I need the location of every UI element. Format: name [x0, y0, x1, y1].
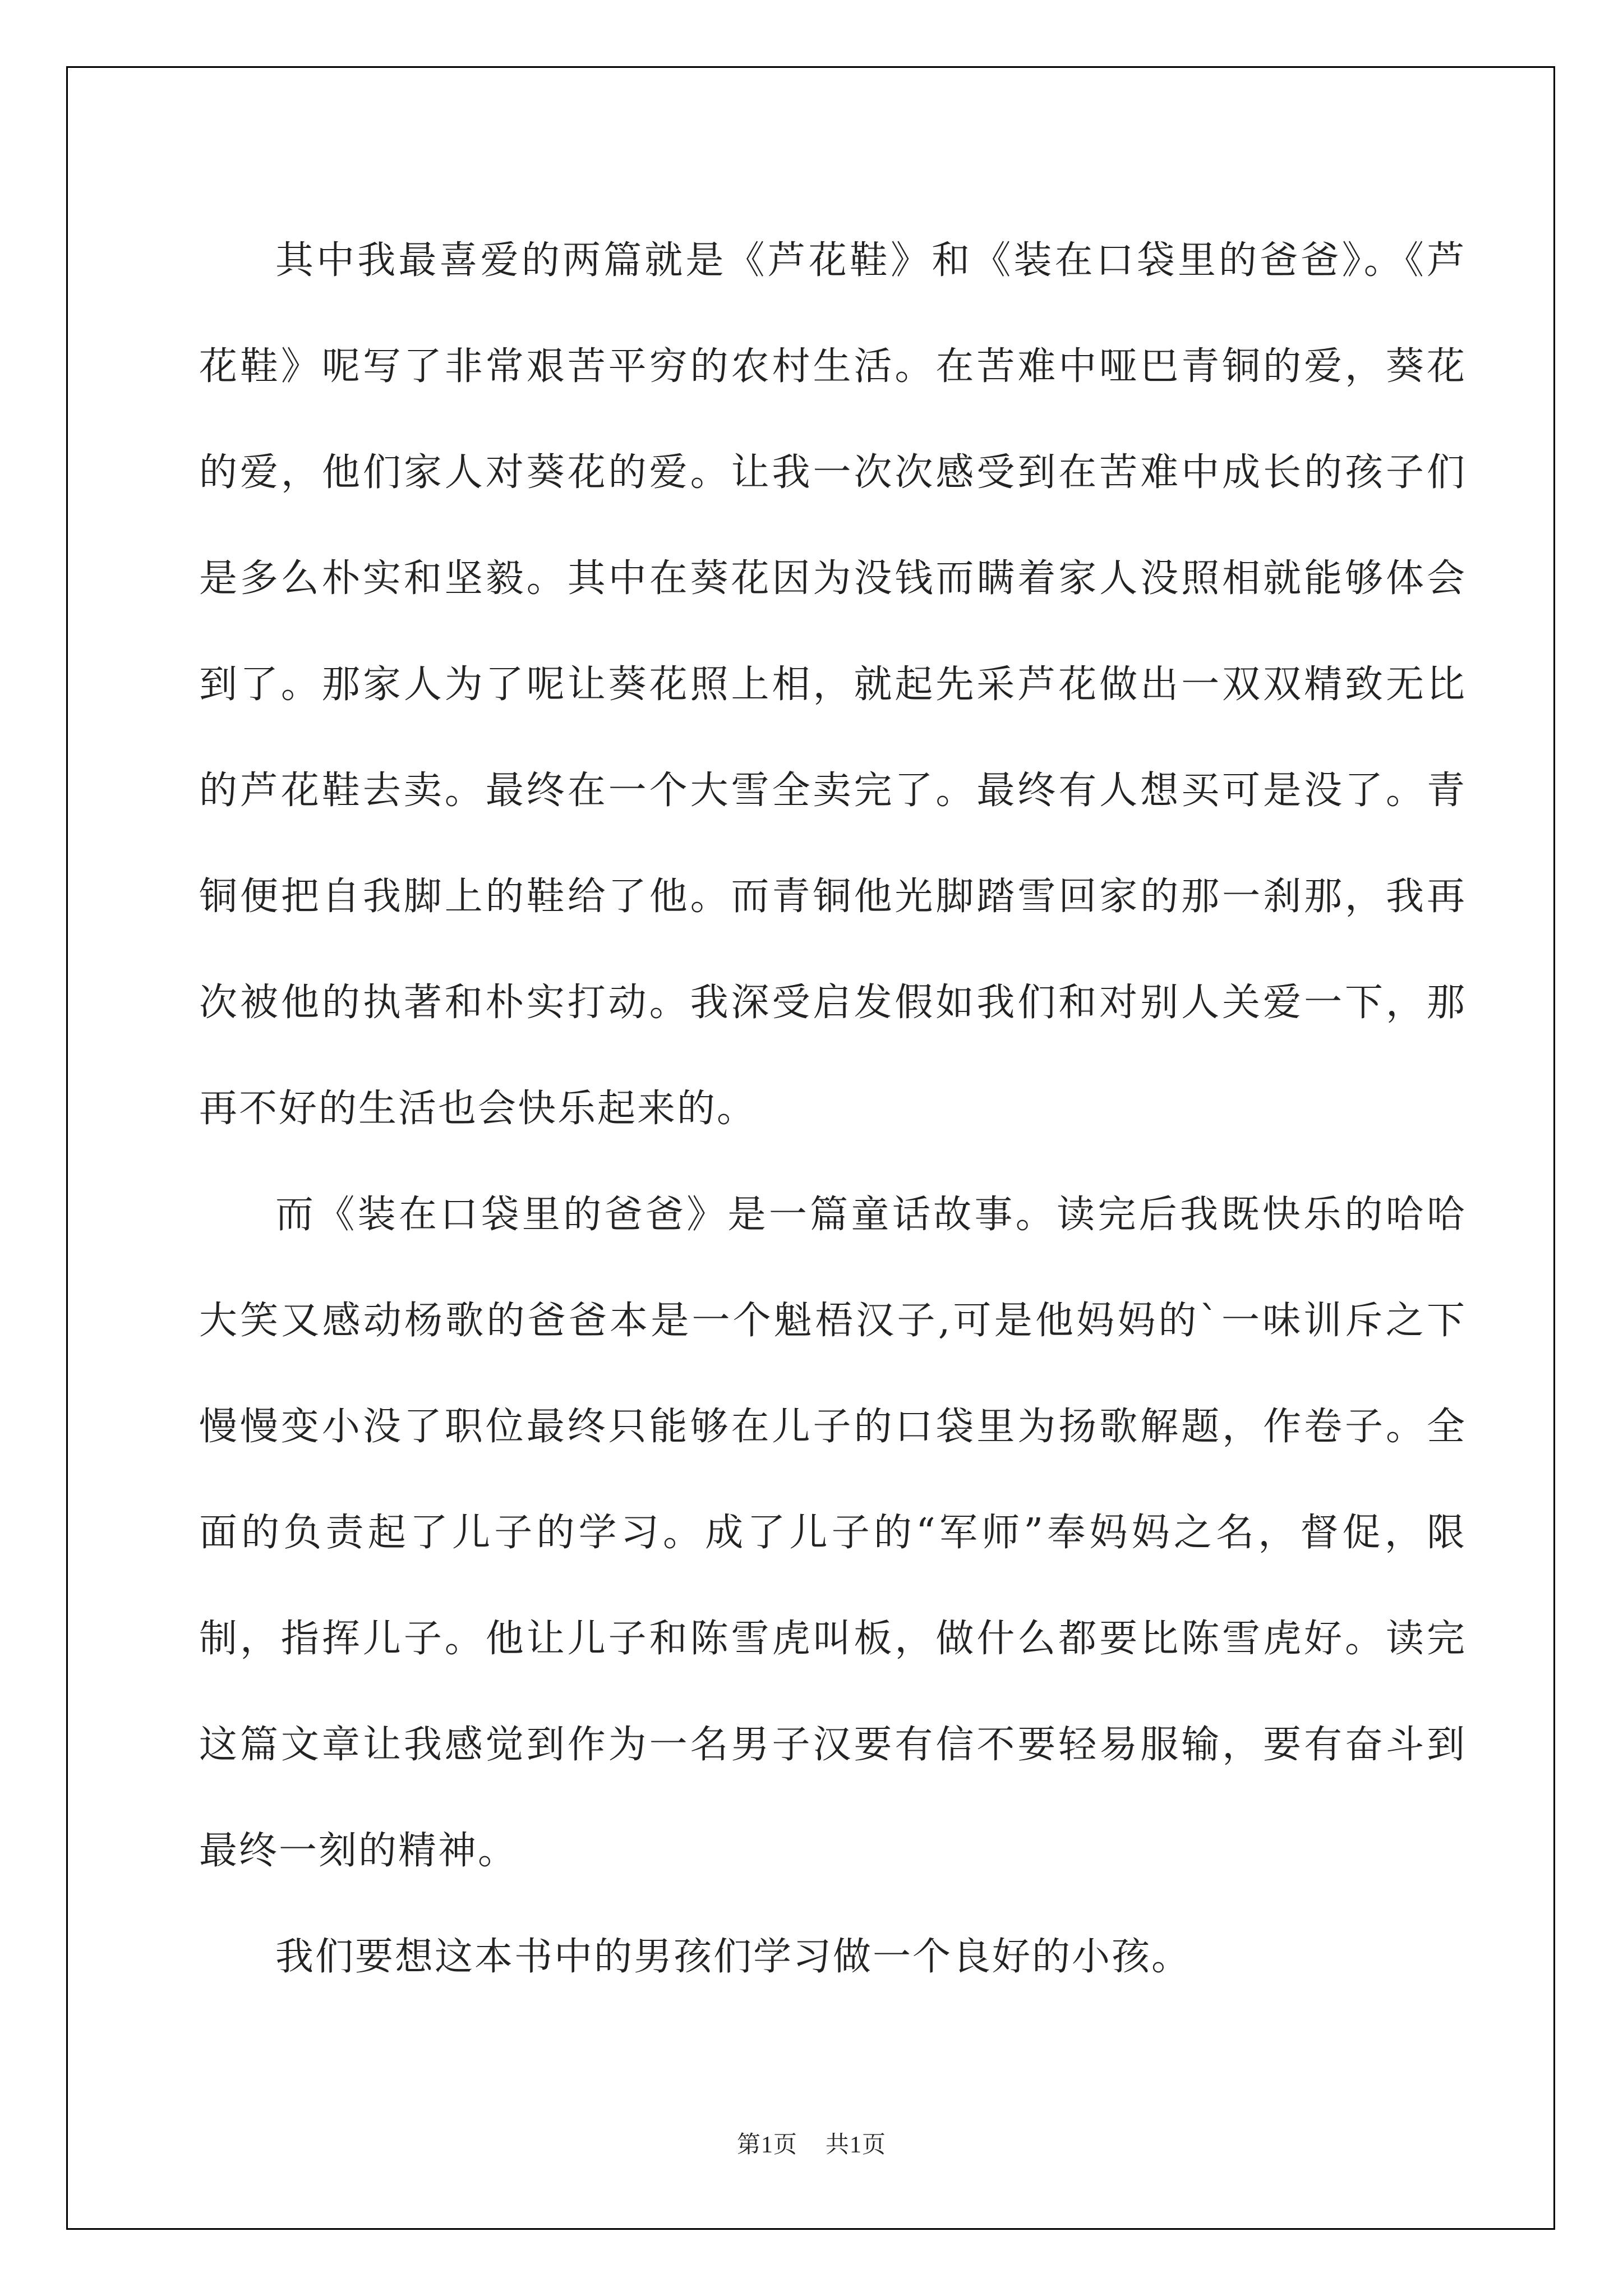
page-number: 第1页 [736, 2132, 797, 2158]
page-total: 共1页 [826, 2132, 887, 2158]
document-body [199, 208, 1467, 2010]
page-footer [0, 2126, 1623, 2160]
paragraph-1: 其中我最喜爱的两篇就是《芦花鞋》和《装在口袋里的爸爸》。《芦花鞋》呢写了非常艰苦平穷的农村生活。在苦难中哑巴青铜的爱，葵花的爱，他们家人对葵花的爱。让我一次次感受到在苦难中成长的孩子们是多么朴实和坚毅。其中在葵花因为没钱而瞒着家人没照相就能够体会到了。那家人为了呢让葵花照上相，就起先采芦花做出一双双精致无比的芦花鞋去卖。最终在一个大雪全卖完了。最终有人想买可是没了。青铜便把自我脚上的鞋给了他。而青铜他光脚踏雪回家的那一刹那，我再次被他的执著和朴实打动。我深受启发假如我们和对别人关爱一下，那再不好的生活也会快乐起来的。 [199, 238, 1467, 1131]
paragraph-3: 我们要想这本书中的男孩们学习做一个良好的小孩。 [275, 1935, 1192, 1979]
paragraph-2: 而《装在口袋里的爸爸》是一篇童话故事。读完后我既快乐的哈哈大笑又感动杨歌的爸爸本是一个魁梧汉子,可是他妈妈的`一味训斥之下慢慢变小没了职位最终只能够在儿子的口袋里为扬歌解题，作卷子。全面的负责起了儿子的学习。成了儿子的“军师”奉妈妈之名，督促，限制，指挥儿子。他让儿子和陈雪虎叫板，做什么都要比陈雪虎好。读完这篇文章让我感觉到作为一名男子汉要有信不要轻易服输，要有奋斗到最终一刻的精神。 [199, 1193, 1467, 1873]
